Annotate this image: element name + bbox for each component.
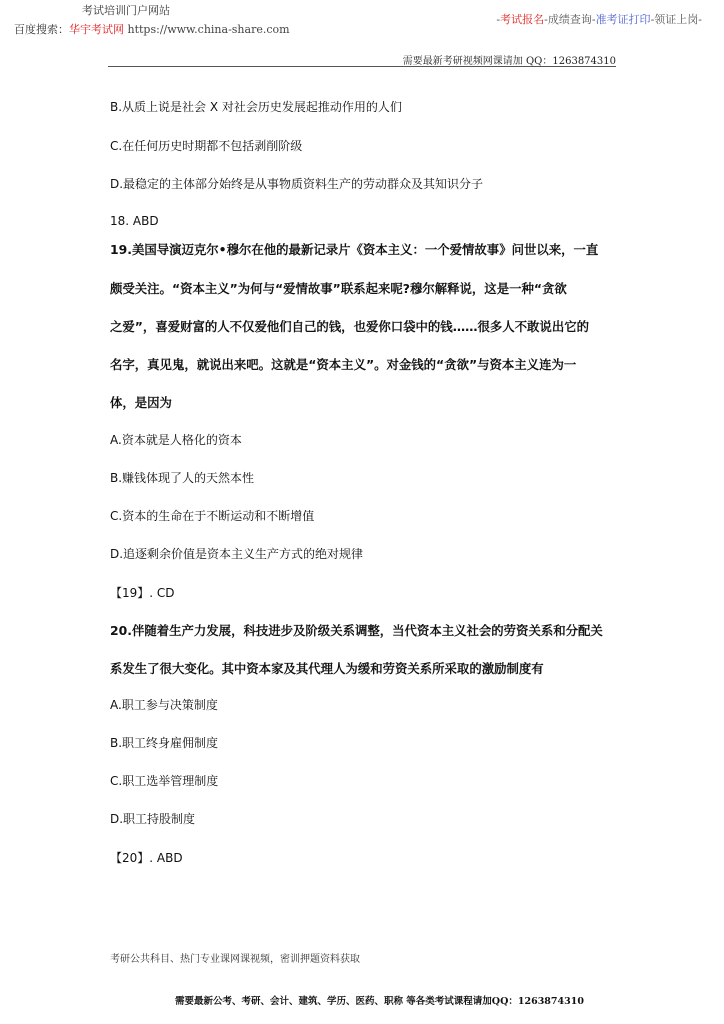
q20-stem-line: 系发生了很大变化。其中资本家及其代理人为缓和劳资关系所采取的激励制度有 [110, 661, 544, 676]
q18-option-c: C.在任何历史时期都不包括剥削阶级 [110, 139, 303, 153]
q18-answer: 18. ABD [110, 214, 159, 228]
header-contact: 需要最新考研视频网课请加 QQ：1263874310 [402, 56, 616, 67]
sep: - [544, 13, 548, 26]
site-name: 考试培训门户网站 [82, 4, 170, 17]
certificate-link[interactable]: 领证上岗 [654, 13, 699, 26]
q19-answer: 【19】. CD [110, 586, 175, 600]
q19-option-d: D.追逐剩余价值是资本主义生产方式的绝对规律 [110, 547, 364, 561]
header-links [496, 11, 702, 27]
admission-ticket-link[interactable]: 准考证打印 [595, 13, 651, 26]
brand-link[interactable]: 华宇考试网 [69, 23, 124, 36]
q19-stem-line: 名字，真见鬼，就说出来吧。这就是“资本主义”。对金钱的“贪欲”与资本主义连为一 [110, 357, 577, 372]
sep: - [496, 13, 501, 26]
footer-contact: 需要最新公考、考研、会计、建筑、学历、医药、职称 等各类考试课程请加QQ：1263874310 [175, 996, 584, 1007]
q19-option-a: A.资本就是人格化的资本 [110, 433, 242, 447]
q20-stem-line: 20.伴随着生产力发展，科技进步及阶级关系调整，当代资本主义社会的劳资关系和分配关 [110, 623, 603, 638]
q18-option-b: B.从质上说是社会 X 对社会历史发展起推动作用的人们 [110, 100, 402, 114]
q19-stem-line: 之爱”，喜爱财富的人不仅爱他们自己的钱，也爱你口袋中的钱……很多人不敢说出它的 [110, 319, 589, 334]
score-query-link[interactable]: 成绩查询 [547, 13, 592, 26]
search-hint [14, 21, 290, 37]
search-label: 百度搜索： [14, 23, 69, 36]
q18-option-d: D.最稳定的主体部分始终是从事物质资料生产的劳动群众及其知识分子 [110, 177, 484, 191]
q20-option-c: C.职工选举管理制度 [110, 774, 219, 788]
q19-stem-line: 颇受关注。“资本主义”为何与“爱情故事”联系起来呢?穆尔解释说，这是一种“贪欲 [110, 281, 567, 296]
header-divider [108, 66, 616, 67]
sep: - [591, 13, 596, 26]
site-url[interactable]: https://www.china-share.com [127, 23, 290, 36]
footer-note: 考研公共科目、热门专业课网课视频，密训押题资料获取 [110, 954, 360, 965]
q20-option-a: A.职工参与决策制度 [110, 698, 218, 712]
q20-option-b: B.职工终身雇佣制度 [110, 736, 219, 750]
exam-registration-link[interactable]: 考试报名 [500, 13, 545, 26]
sep: - [650, 13, 655, 26]
q19-option-c: C.资本的生命在于不断运动和不断增值 [110, 509, 315, 523]
q19-stem-line: 体，是因为 [110, 395, 172, 410]
q19-stem-line: 19.美国导演迈克尔•穆尔在他的最新记录片《资本主义：一个爱情故事》问世以来，一直 [110, 242, 599, 257]
q19-option-b: B.赚钱体现了人的天然本性 [110, 471, 255, 485]
q20-answer: 【20】. ABD [110, 851, 183, 865]
sep: - [698, 13, 702, 26]
q20-option-d: D.职工持股制度 [110, 812, 196, 826]
